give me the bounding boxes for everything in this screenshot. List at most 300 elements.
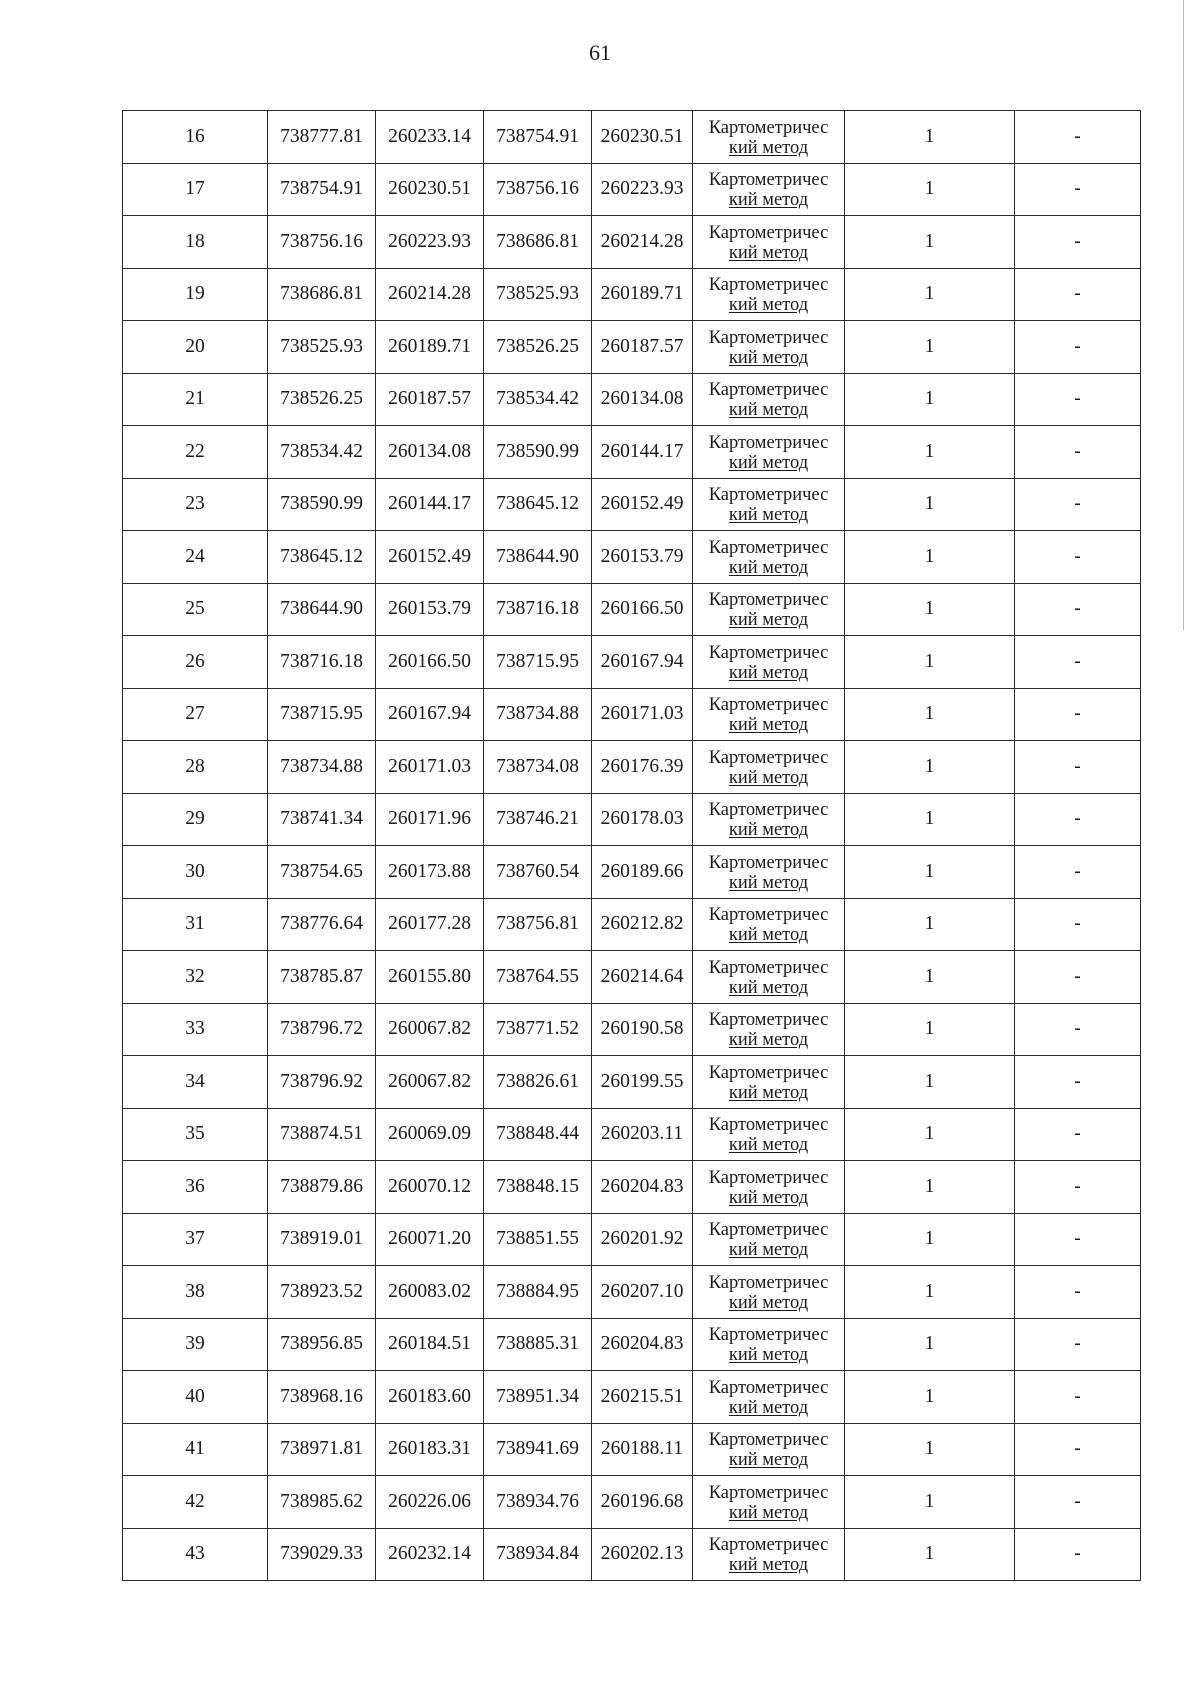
method-cell <box>693 741 845 794</box>
start-y-cell: 260184.51 <box>376 1318 484 1371</box>
method-cell <box>693 1318 845 1371</box>
end-x-cell: 738851.55 <box>484 1213 592 1266</box>
start-y-cell: 260189.71 <box>376 321 484 374</box>
end-x-cell: 738746.21 <box>484 793 592 846</box>
accuracy-cell: 1 <box>845 1003 1015 1056</box>
empty-value-cell: - <box>1015 1318 1141 1371</box>
table-row <box>123 216 1141 269</box>
end-y-cell: 260204.83 <box>592 1318 693 1371</box>
end-x-cell: 738590.99 <box>484 426 592 479</box>
start-x-cell: 738971.81 <box>268 1423 376 1476</box>
method-text-line1: Картометричес <box>708 905 829 926</box>
end-y-cell: 260215.51 <box>592 1371 693 1424</box>
method-text-line1: Картометричес <box>708 695 829 716</box>
point-number-cell: 24 <box>123 531 268 584</box>
method-cell <box>693 111 845 164</box>
end-y-cell: 260189.66 <box>592 846 693 899</box>
method-cell <box>693 478 845 531</box>
method-text-line2: кий метод <box>728 925 809 946</box>
start-x-cell: 738734.88 <box>268 741 376 794</box>
end-x-cell: 738951.34 <box>484 1371 592 1424</box>
start-y-cell: 260183.60 <box>376 1371 484 1424</box>
method-text-line1: Картометричес <box>708 537 829 558</box>
empty-value-cell: - <box>1015 636 1141 689</box>
start-y-cell: 260152.49 <box>376 531 484 584</box>
point-number-cell: 23 <box>123 478 268 531</box>
end-y-cell: 260199.55 <box>592 1056 693 1109</box>
table-row <box>123 1476 1141 1529</box>
method-cell <box>693 426 845 479</box>
accuracy-cell: 1 <box>845 111 1015 164</box>
accuracy-cell: 1 <box>845 688 1015 741</box>
method-text-line2: кий метод <box>728 767 809 788</box>
method-text-line2: кий метод <box>728 1502 809 1523</box>
start-x-cell: 738985.62 <box>268 1476 376 1529</box>
empty-value-cell: - <box>1015 1056 1141 1109</box>
start-x-cell: 738777.81 <box>268 111 376 164</box>
table-row <box>123 688 1141 741</box>
start-x-cell: 738756.16 <box>268 216 376 269</box>
start-y-cell: 260223.93 <box>376 216 484 269</box>
empty-value-cell: - <box>1015 846 1141 899</box>
method-text-line2: кий метод <box>728 190 809 211</box>
end-x-cell: 738734.88 <box>484 688 592 741</box>
method-text-line2: кий метод <box>728 242 809 263</box>
method-text-line2: кий метод <box>728 1292 809 1313</box>
point-number-cell: 17 <box>123 163 268 216</box>
start-x-cell: 738796.92 <box>268 1056 376 1109</box>
end-x-cell: 738760.54 <box>484 846 592 899</box>
start-y-cell: 260183.31 <box>376 1423 484 1476</box>
end-x-cell: 738848.15 <box>484 1161 592 1214</box>
table-row <box>123 321 1141 374</box>
empty-value-cell: - <box>1015 426 1141 479</box>
point-number-cell: 21 <box>123 373 268 426</box>
method-text-line1: Картометричес <box>708 590 829 611</box>
end-x-cell: 738771.52 <box>484 1003 592 1056</box>
method-text-line1: Картометричес <box>708 117 829 138</box>
table-row <box>123 531 1141 584</box>
method-text-line1: Картометричес <box>708 1377 829 1398</box>
empty-value-cell: - <box>1015 111 1141 164</box>
start-x-cell: 738525.93 <box>268 321 376 374</box>
end-x-cell: 738764.55 <box>484 951 592 1004</box>
end-x-cell: 738734.08 <box>484 741 592 794</box>
method-text-line2: кий метод <box>728 715 809 736</box>
method-text-line2: кий метод <box>728 872 809 893</box>
accuracy-cell: 1 <box>845 163 1015 216</box>
table-row <box>123 1161 1141 1214</box>
empty-value-cell: - <box>1015 898 1141 951</box>
method-text-line1: Картометричес <box>708 1272 829 1293</box>
end-x-cell: 738644.90 <box>484 531 592 584</box>
start-y-cell: 260067.82 <box>376 1003 484 1056</box>
accuracy-cell: 1 <box>845 531 1015 584</box>
empty-value-cell: - <box>1015 741 1141 794</box>
method-text-line2: кий метод <box>728 1187 809 1208</box>
method-cell <box>693 1371 845 1424</box>
method-cell <box>693 1476 845 1529</box>
start-y-cell: 260167.94 <box>376 688 484 741</box>
method-text-line1: Картометричес <box>708 485 829 506</box>
end-y-cell: 260134.08 <box>592 373 693 426</box>
method-text-line1: Картометричес <box>708 747 829 768</box>
point-number-cell: 25 <box>123 583 268 636</box>
end-y-cell: 260207.10 <box>592 1266 693 1319</box>
method-text-line2: кий метод <box>728 452 809 473</box>
end-y-cell: 260178.03 <box>592 793 693 846</box>
accuracy-cell: 1 <box>845 321 1015 374</box>
start-x-cell: 738776.64 <box>268 898 376 951</box>
method-text-line2: кий метод <box>728 137 809 158</box>
end-x-cell: 738525.93 <box>484 268 592 321</box>
end-x-cell: 738848.44 <box>484 1108 592 1161</box>
accuracy-cell: 1 <box>845 426 1015 479</box>
method-text-line1: Картометричес <box>708 432 829 453</box>
accuracy-cell: 1 <box>845 846 1015 899</box>
table-row <box>123 583 1141 636</box>
accuracy-cell: 1 <box>845 1266 1015 1319</box>
method-cell <box>693 1266 845 1319</box>
table-row <box>123 1266 1141 1319</box>
start-x-cell: 738715.95 <box>268 688 376 741</box>
start-y-cell: 260230.51 <box>376 163 484 216</box>
end-y-cell: 260212.82 <box>592 898 693 951</box>
start-y-cell: 260214.28 <box>376 268 484 321</box>
end-y-cell: 260214.28 <box>592 216 693 269</box>
method-cell <box>693 1213 845 1266</box>
end-y-cell: 260152.49 <box>592 478 693 531</box>
empty-value-cell: - <box>1015 1266 1141 1319</box>
end-x-cell: 738941.69 <box>484 1423 592 1476</box>
start-x-cell: 738526.25 <box>268 373 376 426</box>
table-row <box>123 111 1141 164</box>
start-y-cell: 260134.08 <box>376 426 484 479</box>
method-cell <box>693 531 845 584</box>
start-x-cell: 738754.91 <box>268 163 376 216</box>
empty-value-cell: - <box>1015 1423 1141 1476</box>
table-row <box>123 426 1141 479</box>
table-row <box>123 1528 1141 1581</box>
empty-value-cell: - <box>1015 268 1141 321</box>
start-y-cell: 260233.14 <box>376 111 484 164</box>
accuracy-cell: 1 <box>845 1476 1015 1529</box>
method-text-line2: кий метод <box>728 1135 809 1156</box>
method-cell <box>693 793 845 846</box>
end-y-cell: 260167.94 <box>592 636 693 689</box>
method-cell <box>693 321 845 374</box>
accuracy-cell: 1 <box>845 1423 1015 1476</box>
table-row <box>123 793 1141 846</box>
end-x-cell: 738934.84 <box>484 1528 592 1581</box>
point-number-cell: 22 <box>123 426 268 479</box>
start-x-cell: 738785.87 <box>268 951 376 1004</box>
start-y-cell: 260232.14 <box>376 1528 484 1581</box>
end-x-cell: 738645.12 <box>484 478 592 531</box>
empty-value-cell: - <box>1015 688 1141 741</box>
table-row <box>123 1318 1141 1371</box>
page-edge-divider <box>1183 0 1184 630</box>
start-x-cell: 738968.16 <box>268 1371 376 1424</box>
point-number-cell: 28 <box>123 741 268 794</box>
method-text-line1: Картометричес <box>708 1535 829 1556</box>
method-text-line2: кий метод <box>728 505 809 526</box>
empty-value-cell: - <box>1015 373 1141 426</box>
point-number-cell: 32 <box>123 951 268 1004</box>
start-y-cell: 260187.57 <box>376 373 484 426</box>
accuracy-cell: 1 <box>845 373 1015 426</box>
method-text-line2: кий метод <box>728 1082 809 1103</box>
empty-value-cell: - <box>1015 1476 1141 1529</box>
method-text-line2: кий метод <box>728 557 809 578</box>
start-y-cell: 260226.06 <box>376 1476 484 1529</box>
end-x-cell: 738885.31 <box>484 1318 592 1371</box>
end-y-cell: 260214.64 <box>592 951 693 1004</box>
method-text-line1: Картометричес <box>708 222 829 243</box>
start-y-cell: 260171.03 <box>376 741 484 794</box>
accuracy-cell: 1 <box>845 1213 1015 1266</box>
end-y-cell: 260171.03 <box>592 688 693 741</box>
accuracy-cell: 1 <box>845 1056 1015 1109</box>
start-x-cell: 738534.42 <box>268 426 376 479</box>
end-y-cell: 260187.57 <box>592 321 693 374</box>
empty-value-cell: - <box>1015 1161 1141 1214</box>
end-y-cell: 260223.93 <box>592 163 693 216</box>
method-text-line1: Картометричес <box>708 170 829 191</box>
start-x-cell: 738645.12 <box>268 531 376 584</box>
point-number-cell: 31 <box>123 898 268 951</box>
accuracy-cell: 1 <box>845 1108 1015 1161</box>
table-row <box>123 1423 1141 1476</box>
method-text-line1: Картометричес <box>708 1115 829 1136</box>
accuracy-cell: 1 <box>845 268 1015 321</box>
start-x-cell: 738686.81 <box>268 268 376 321</box>
method-cell <box>693 163 845 216</box>
point-number-cell: 26 <box>123 636 268 689</box>
method-text-line1: Картометричес <box>708 380 829 401</box>
start-y-cell: 260069.09 <box>376 1108 484 1161</box>
end-x-cell: 738756.16 <box>484 163 592 216</box>
table-row <box>123 268 1141 321</box>
start-y-cell: 260083.02 <box>376 1266 484 1319</box>
start-y-cell: 260166.50 <box>376 636 484 689</box>
table-row <box>123 478 1141 531</box>
point-number-cell: 33 <box>123 1003 268 1056</box>
method-cell <box>693 268 845 321</box>
page-number: 61 <box>589 40 611 65</box>
method-text-line1: Картометричес <box>708 1062 829 1083</box>
method-text-line2: кий метод <box>728 400 809 421</box>
table-row <box>123 898 1141 951</box>
accuracy-cell: 1 <box>845 1371 1015 1424</box>
accuracy-cell: 1 <box>845 898 1015 951</box>
method-text-line1: Картометричес <box>708 642 829 663</box>
end-x-cell: 738754.91 <box>484 111 592 164</box>
table-row <box>123 636 1141 689</box>
method-text-line1: Картометричес <box>708 1325 829 1346</box>
start-y-cell: 260171.96 <box>376 793 484 846</box>
method-text-line2: кий метод <box>728 820 809 841</box>
point-number-cell: 36 <box>123 1161 268 1214</box>
start-x-cell: 738796.72 <box>268 1003 376 1056</box>
start-y-cell: 260155.80 <box>376 951 484 1004</box>
table-body <box>123 111 1141 1581</box>
method-text-line1: Картометричес <box>708 275 829 296</box>
empty-value-cell: - <box>1015 163 1141 216</box>
point-number-cell: 42 <box>123 1476 268 1529</box>
method-cell <box>693 688 845 741</box>
empty-value-cell: - <box>1015 793 1141 846</box>
end-y-cell: 260202.13 <box>592 1528 693 1581</box>
accuracy-cell: 1 <box>845 1528 1015 1581</box>
method-cell <box>693 1528 845 1581</box>
method-text-line1: Картометричес <box>708 1482 829 1503</box>
empty-value-cell: - <box>1015 321 1141 374</box>
table-row <box>123 1108 1141 1161</box>
end-y-cell: 260189.71 <box>592 268 693 321</box>
method-cell <box>693 1423 845 1476</box>
end-y-cell: 260166.50 <box>592 583 693 636</box>
point-number-cell: 38 <box>123 1266 268 1319</box>
end-y-cell: 260204.83 <box>592 1161 693 1214</box>
point-number-cell: 43 <box>123 1528 268 1581</box>
method-cell <box>693 1108 845 1161</box>
method-text-line1: Картометричес <box>708 327 829 348</box>
method-text-line2: кий метод <box>728 662 809 683</box>
start-y-cell: 260177.28 <box>376 898 484 951</box>
method-cell <box>693 373 845 426</box>
method-text-line1: Картометричес <box>708 1167 829 1188</box>
table-row <box>123 846 1141 899</box>
end-x-cell: 738716.18 <box>484 583 592 636</box>
method-cell <box>693 636 845 689</box>
end-y-cell: 260176.39 <box>592 741 693 794</box>
method-text-line2: кий метод <box>728 1030 809 1051</box>
accuracy-cell: 1 <box>845 1161 1015 1214</box>
start-x-cell: 738879.86 <box>268 1161 376 1214</box>
start-x-cell: 738919.01 <box>268 1213 376 1266</box>
start-x-cell: 738754.65 <box>268 846 376 899</box>
point-number-cell: 37 <box>123 1213 268 1266</box>
table-row <box>123 1213 1141 1266</box>
method-text-line2: кий метод <box>728 1397 809 1418</box>
point-number-cell: 27 <box>123 688 268 741</box>
method-cell <box>693 216 845 269</box>
table-row <box>123 1056 1141 1109</box>
end-x-cell: 738884.95 <box>484 1266 592 1319</box>
end-y-cell: 260230.51 <box>592 111 693 164</box>
empty-value-cell: - <box>1015 1003 1141 1056</box>
point-number-cell: 40 <box>123 1371 268 1424</box>
start-x-cell: 738644.90 <box>268 583 376 636</box>
start-x-cell: 738874.51 <box>268 1108 376 1161</box>
end-y-cell: 260190.58 <box>592 1003 693 1056</box>
table-row <box>123 951 1141 1004</box>
end-y-cell: 260196.68 <box>592 1476 693 1529</box>
method-text-line1: Картометричес <box>708 957 829 978</box>
empty-value-cell: - <box>1015 531 1141 584</box>
method-cell <box>693 898 845 951</box>
method-text-line2: кий метод <box>728 347 809 368</box>
end-x-cell: 738934.76 <box>484 1476 592 1529</box>
end-y-cell: 260201.92 <box>592 1213 693 1266</box>
start-x-cell: 738741.34 <box>268 793 376 846</box>
start-x-cell: 739029.33 <box>268 1528 376 1581</box>
method-text-line2: кий метод <box>728 1450 809 1471</box>
end-x-cell: 738534.42 <box>484 373 592 426</box>
end-y-cell: 260203.11 <box>592 1108 693 1161</box>
method-cell <box>693 1161 845 1214</box>
table-row <box>123 741 1141 794</box>
method-cell <box>693 1003 845 1056</box>
empty-value-cell: - <box>1015 583 1141 636</box>
point-number-cell: 34 <box>123 1056 268 1109</box>
accuracy-cell: 1 <box>845 583 1015 636</box>
table-row <box>123 163 1141 216</box>
start-x-cell: 738716.18 <box>268 636 376 689</box>
method-text-line2: кий метод <box>728 1345 809 1366</box>
accuracy-cell: 1 <box>845 478 1015 531</box>
method-text-line1: Картометричес <box>708 1220 829 1241</box>
table-row <box>123 373 1141 426</box>
accuracy-cell: 1 <box>845 951 1015 1004</box>
empty-value-cell: - <box>1015 1528 1141 1581</box>
method-text-line2: кий метод <box>728 977 809 998</box>
method-text-line1: Картометричес <box>708 1010 829 1031</box>
point-number-cell: 30 <box>123 846 268 899</box>
start-x-cell: 738923.52 <box>268 1266 376 1319</box>
method-text-line2: кий метод <box>728 1240 809 1261</box>
empty-value-cell: - <box>1015 478 1141 531</box>
accuracy-cell: 1 <box>845 741 1015 794</box>
end-x-cell: 738686.81 <box>484 216 592 269</box>
table-row <box>123 1003 1141 1056</box>
end-y-cell: 260188.11 <box>592 1423 693 1476</box>
point-number-cell: 39 <box>123 1318 268 1371</box>
accuracy-cell: 1 <box>845 636 1015 689</box>
coordinates-table <box>122 110 1141 1581</box>
method-cell <box>693 583 845 636</box>
start-y-cell: 260144.17 <box>376 478 484 531</box>
empty-value-cell: - <box>1015 951 1141 1004</box>
method-cell <box>693 846 845 899</box>
accuracy-cell: 1 <box>845 216 1015 269</box>
empty-value-cell: - <box>1015 216 1141 269</box>
method-cell <box>693 1056 845 1109</box>
accuracy-cell: 1 <box>845 793 1015 846</box>
start-y-cell: 260071.20 <box>376 1213 484 1266</box>
empty-value-cell: - <box>1015 1371 1141 1424</box>
end-x-cell: 738826.61 <box>484 1056 592 1109</box>
start-y-cell: 260173.88 <box>376 846 484 899</box>
end-y-cell: 260153.79 <box>592 531 693 584</box>
method-text-line2: кий метод <box>728 1555 809 1576</box>
table-row <box>123 1371 1141 1424</box>
method-text-line2: кий метод <box>728 295 809 316</box>
method-text-line1: Картометричес <box>708 852 829 873</box>
point-number-cell: 19 <box>123 268 268 321</box>
point-number-cell: 29 <box>123 793 268 846</box>
end-x-cell: 738715.95 <box>484 636 592 689</box>
point-number-cell: 41 <box>123 1423 268 1476</box>
start-x-cell: 738956.85 <box>268 1318 376 1371</box>
end-y-cell: 260144.17 <box>592 426 693 479</box>
accuracy-cell: 1 <box>845 1318 1015 1371</box>
point-number-cell: 16 <box>123 111 268 164</box>
start-y-cell: 260067.82 <box>376 1056 484 1109</box>
start-y-cell: 260153.79 <box>376 583 484 636</box>
method-text-line1: Картометричес <box>708 800 829 821</box>
